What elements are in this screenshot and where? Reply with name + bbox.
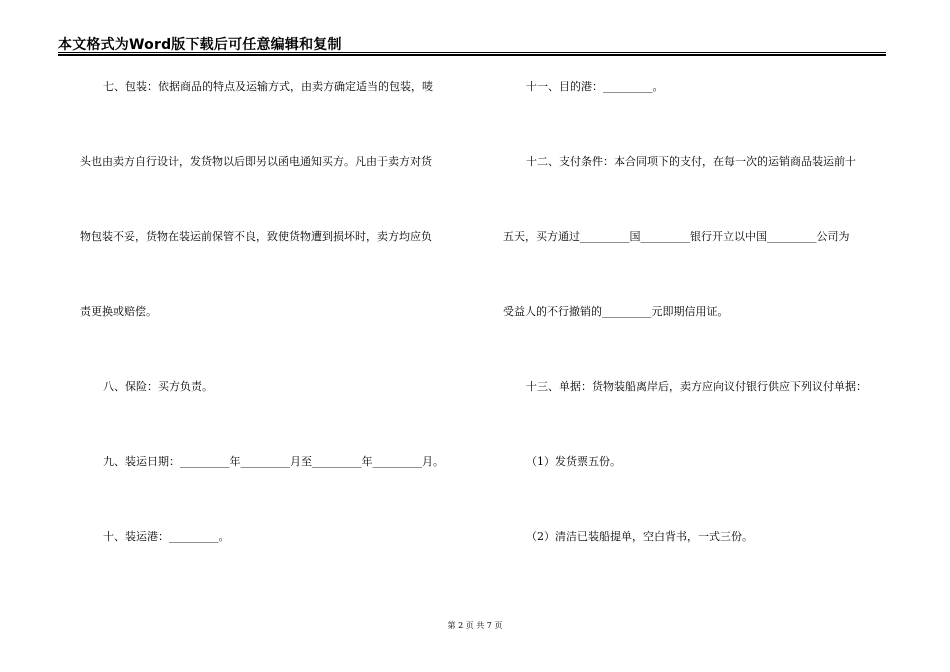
right-line-destination-port: 十一、目的港：_________。	[526, 80, 664, 93]
left-line-shipment-date: 九、装运日期：_________年_________月至_________年_________月。	[103, 455, 444, 468]
header-rule-thin	[58, 52, 886, 53]
left-line-packaging: 七、包装：依据商品的特点及运输方式，由卖方确定适当的包装，唛	[103, 80, 433, 93]
left-line-packaging-cont-3: 责更换或赔偿。	[80, 305, 157, 318]
right-line-payment-terms: 十二、支付条件：本合同项下的支付，在每一次的运销商品装运前十	[526, 155, 856, 168]
right-line-invoice: （1）发货票五份。	[526, 455, 621, 468]
right-line-payment-cont-1: 五天，买方通过_________国_________银行开立以中国_________公司为	[503, 230, 850, 243]
document-header-title: 本文格式为Word版下载后可任意编辑和复制	[58, 37, 342, 53]
right-line-documents: 十三、单据：货物装船离岸后，卖方应向议付银行供应下列议付单据：	[526, 380, 867, 393]
right-line-payment-cont-2: 受益人的不行撤销的_________元即期信用证。	[503, 305, 729, 318]
page-number-footer: 第 2 页 共 7 页	[447, 621, 503, 630]
right-line-bill-of-lading: （2）清洁已装船提单，空白背书，一式三份。	[526, 530, 753, 543]
left-line-loading-port: 十、装运港：_________。	[103, 530, 230, 543]
left-line-packaging-cont-2: 物包装不妥，货物在装运前保管不良，致使货物遭到损坏时，卖方均应负	[80, 230, 432, 243]
left-line-packaging-cont-1: 头也由卖方自行设计，发货物以后即另以函电通知买方。凡由于卖方对货	[80, 155, 432, 168]
header-rule-thick	[58, 54, 886, 56]
left-line-insurance: 八、保险：买方负责。	[103, 380, 213, 393]
